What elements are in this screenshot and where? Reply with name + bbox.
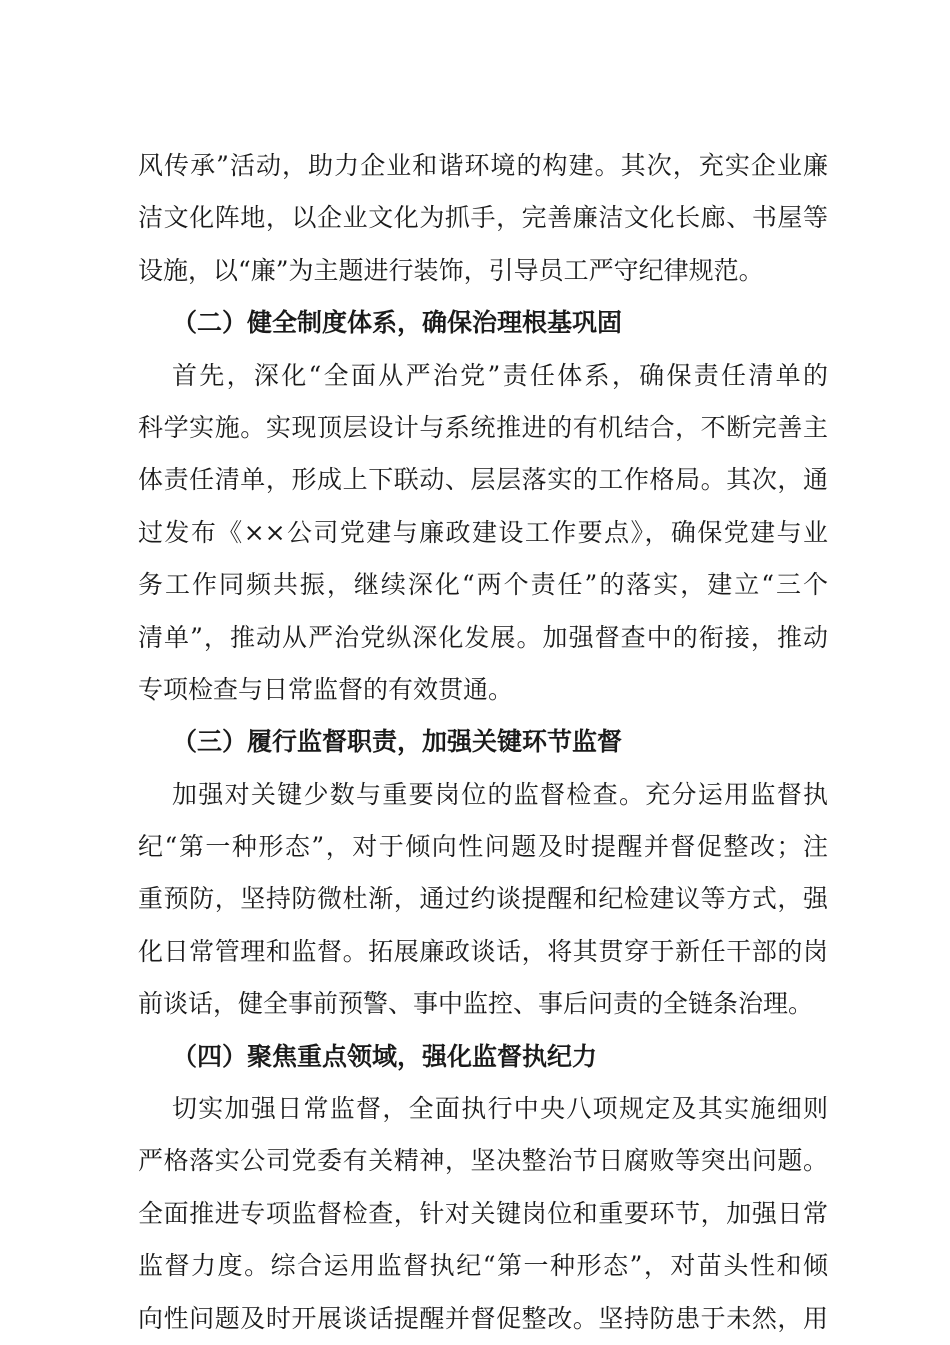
section-2-line-3: 体责任清单，形成上下联动、层层落实的工作格局。其次，通	[138, 465, 828, 495]
section-2-line-5: 务工作同频共振，继续深化“两个责任”的落实，建立“三个	[138, 570, 828, 600]
section-3-line-4: 化日常管理和监督。拓展廉政谈话，将其贯穿于新任干部的岗	[138, 936, 828, 966]
section-2-line-6: 清单”，推动从严治党纵深化发展。加强督查中的衔接，推动	[138, 622, 828, 652]
section-4-line-2: 严格落实公司党委有关精神，坚决整治节日腐败等突出问题。	[138, 1146, 828, 1176]
section-4-heading: （四）聚焦重点领域，强化监督执纪力	[172, 1041, 598, 1071]
section-2-line-2: 科学实施。实现顶层设计与系统推进的有机结合，不断完善主	[138, 412, 828, 442]
section-4-line-4: 监督力度。综合运用监督执纪“第一种形态”，对苗头性和倾	[138, 1251, 828, 1281]
section-3-line-3: 重预防，坚持防微杜渐，通过约谈提醒和纪检建议等方式，强	[138, 884, 828, 914]
document-body	[138, 140, 828, 1345]
section-2-line-7: 专项检查与日常监督的有效贯通。	[138, 674, 514, 704]
section-4-line-1: 切实加强日常监督，全面执行中央八项规定及其实施细则	[172, 1094, 828, 1124]
section-3-line-5: 前谈话，健全事前预警、事中监控、事后问责的全链条治理。	[138, 989, 814, 1019]
section-2-line-4: 过发布《××公司党建与廉政建设工作要点》，确保党建与业	[138, 517, 828, 547]
intro-line-2: 洁文化阵地，以企业文化为抓手，完善廉洁文化长廊、书屋等	[138, 203, 828, 233]
section-2-heading: （二）健全制度体系，确保治理根基巩固	[172, 308, 623, 338]
section-4-line-5: 向性问题及时开展谈话提醒并督促整改。坚持防患于未然，用	[138, 1303, 828, 1333]
section-2-line-1: 首先，深化“全面从严治党”责任体系，确保责任清单的	[172, 360, 828, 390]
section-4-line-3: 全面推进专项监督检查，针对关键岗位和重要环节，加强日常	[138, 1198, 828, 1228]
intro-line-1: 风传承”活动，助力企业和谐环境的构建。其次，充实企业廉	[138, 151, 828, 180]
section-3-heading: （三）履行监督职责，加强关键环节监督	[172, 727, 623, 757]
intro-line-3: 设施，以“廉”为主题进行装饰，引导员工严守纪律规范。	[138, 255, 764, 285]
section-3-line-1: 加强对关键少数与重要岗位的监督检查。充分运用监督执	[172, 779, 828, 809]
section-3-line-2: 纪“第一种形态”，对于倾向性问题及时提醒并督促整改；注	[138, 832, 828, 862]
